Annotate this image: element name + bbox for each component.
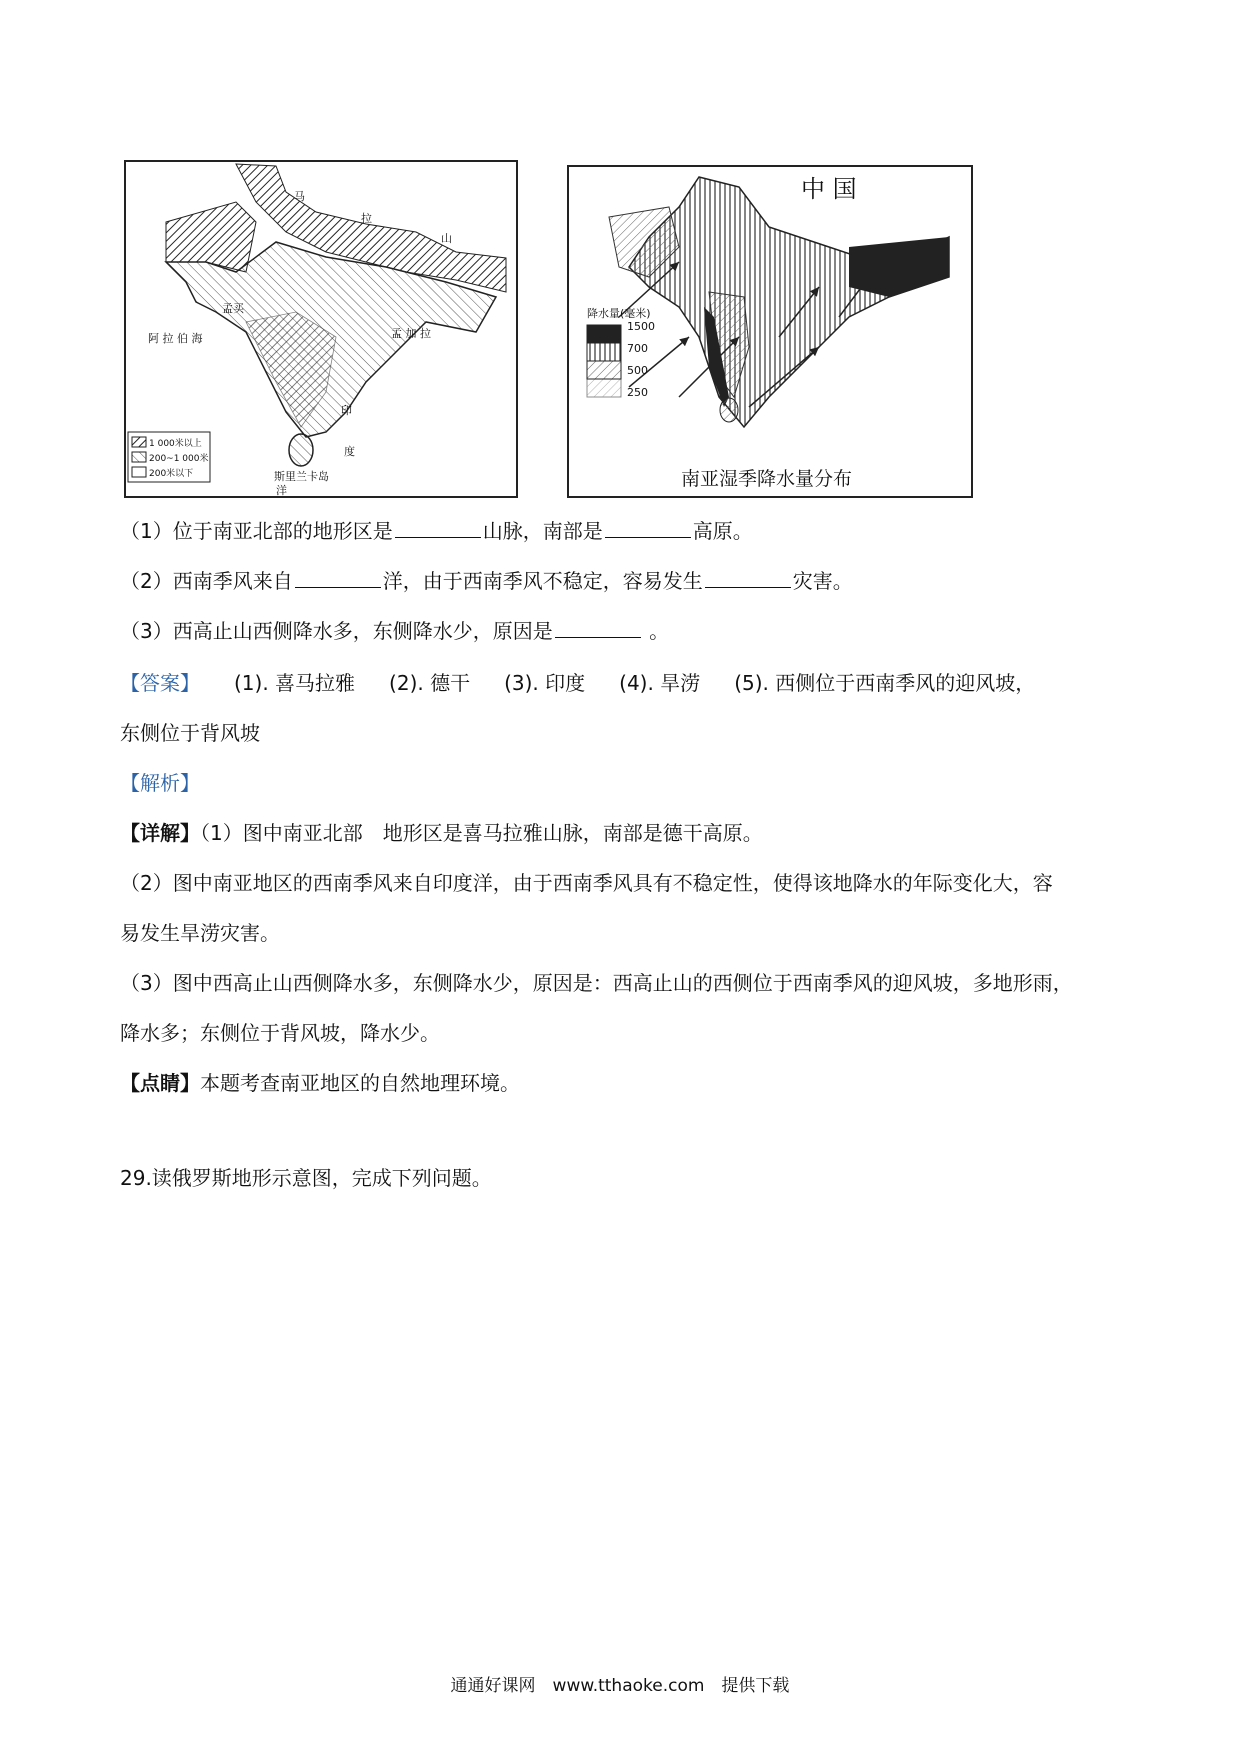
terrain-legend bbox=[128, 432, 210, 482]
svg-text:700: 700 bbox=[627, 342, 648, 355]
question-2: （2）西南季风来自 洋，由于西南季风不稳定，容易发生 灾害。 bbox=[120, 569, 853, 593]
answer-continuation: 东侧位于背风坡 bbox=[120, 721, 260, 745]
svg-text:500: 500 bbox=[627, 364, 648, 377]
label-la: 拉 bbox=[361, 212, 372, 225]
detail-tag: 【详解】 bbox=[120, 821, 200, 845]
answer-item-3: (3). 印度 bbox=[504, 671, 586, 695]
blank-3[interactable] bbox=[295, 569, 381, 588]
label-shan: 山 bbox=[441, 232, 452, 245]
label-yang: 洋 bbox=[276, 484, 287, 496]
label-china: 中 国 bbox=[801, 175, 857, 203]
svg-text:250: 250 bbox=[627, 386, 648, 399]
rainfall-map-title: 南亚湿季降水量分布 bbox=[681, 468, 853, 490]
answer-line bbox=[120, 668, 1035, 698]
analysis-p3-line2: 降水多；东侧位于背风坡，降水少。 bbox=[120, 1021, 440, 1045]
svg-text:200~1 000米: 200~1 000米 bbox=[149, 454, 209, 464]
answer-item-4: (4). 旱涝 bbox=[619, 671, 701, 695]
label-du: 度 bbox=[344, 445, 355, 458]
analysis-comment: 【点睛】本题考查南亚地区的自然地理环境。 bbox=[120, 1071, 520, 1095]
south-asia-terrain-map bbox=[124, 160, 518, 498]
answer-item-5: (5). 西侧位于西南季风的迎风坡， bbox=[734, 671, 1036, 695]
label-ma: 马 bbox=[294, 190, 305, 203]
label-arabian-sea: 阿 拉 伯 海 bbox=[148, 332, 203, 345]
analysis-p2-line1: （2）图中南亚地区的西南季风来自印度洋，由于西南季风具有不稳定性，使得该地降水的年际变化大，容 bbox=[120, 871, 1053, 895]
label-mumbai: 孟买 bbox=[222, 302, 244, 315]
page-footer: 通通好课网 www.tthaoke.com 提供下载 bbox=[450, 1676, 790, 1696]
blank-5[interactable] bbox=[555, 619, 641, 638]
question-1: （1）位于南亚北部的地形区是 山脉，南部是 高原。 bbox=[120, 519, 753, 543]
question-3: （3）西高止山西侧降水多，东侧降水少，原因是 。 bbox=[120, 619, 670, 643]
blank-4[interactable] bbox=[705, 569, 791, 588]
label-yin: 印 bbox=[341, 404, 352, 417]
comment-tag: 【点睛】 bbox=[120, 1071, 200, 1095]
label-sri-lanka: 斯里兰卡岛 bbox=[274, 470, 329, 483]
analysis-p2-line2: 易发生旱涝灾害。 bbox=[120, 921, 280, 945]
south-asia-rainfall-map bbox=[567, 165, 973, 498]
answer-tag: 【答案】 bbox=[120, 671, 200, 695]
blank-2[interactable] bbox=[605, 519, 691, 538]
svg-text:1 000米以上: 1 000米以上 bbox=[149, 439, 202, 449]
rainfall-legend bbox=[587, 306, 655, 399]
label-bay-of-bengal: 孟 加 拉 bbox=[391, 327, 431, 340]
analysis-tag: 【解析】 bbox=[120, 771, 200, 795]
svg-text:1500: 1500 bbox=[627, 320, 655, 333]
blank-1[interactable] bbox=[395, 519, 481, 538]
analysis-detail: 【详解】（1）图中南亚北部 地形区是喜马拉雅山脉，南部是德干高原。 bbox=[120, 821, 763, 845]
answer-item-1: (1). 喜马拉雅 bbox=[234, 671, 356, 695]
subcontinent-rainfall-outline bbox=[629, 177, 949, 427]
svg-text:降水量(毫米): 降水量(毫米) bbox=[587, 307, 651, 320]
analysis-p3-line1: （3）图中西高止山西侧降水多，东侧降水少，原因是：西高止山的西侧位于西南季风的迎风坡，多地形雨， bbox=[120, 971, 1073, 995]
answer-item-2: (2). 德干 bbox=[389, 671, 471, 695]
question-29: 29.读俄罗斯地形示意图，完成下列问题。 bbox=[120, 1166, 492, 1190]
svg-text:200米以下: 200米以下 bbox=[149, 469, 194, 479]
